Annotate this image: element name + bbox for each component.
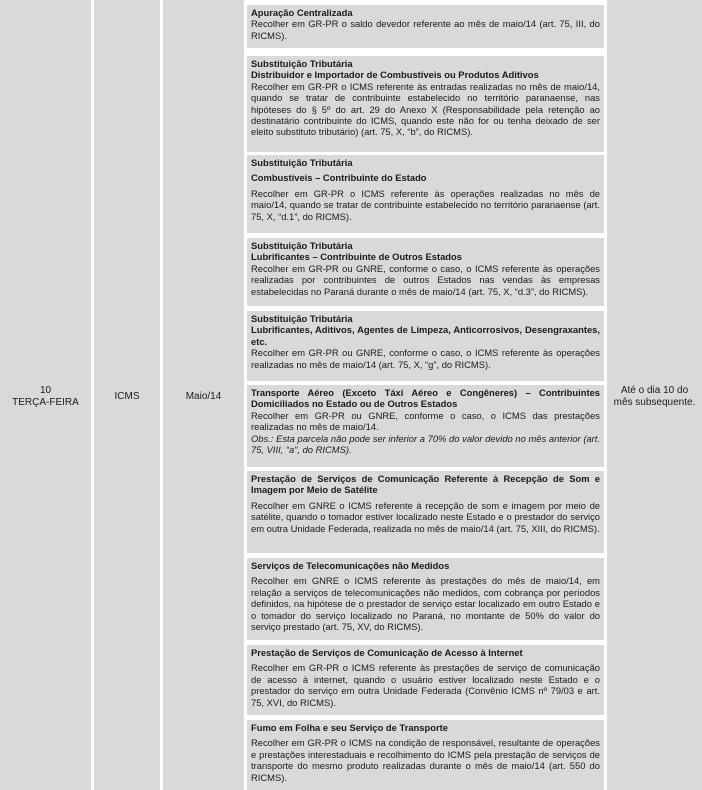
due-line-1: Até o dia 10 do — [620, 385, 689, 396]
day-cell — [0, 385, 91, 409]
due-column — [607, 0, 702, 790]
entry-subtitle: Combustíveis – Contribuinte do Estado — [251, 172, 427, 184]
entry-title: Substituição Tributária — [251, 58, 353, 69]
tax-column — [94, 0, 160, 790]
entry-acesso-internet — [247, 645, 604, 715]
due-cell — [607, 385, 702, 409]
entry-subtitle: Distribuidor e Importador de Combustíveis ou Produtos Aditivos — [251, 69, 539, 81]
entry-title: Substituição Tributária — [251, 313, 353, 324]
entry-subtitle: Lubrificantes – Contribuinte de Outros Estados — [251, 251, 462, 263]
entry-subtitle: Lubrificantes, Aditivos, Agentes de Limpeza, Anticorrosivos, Desengraxantes, etc. — [251, 324, 600, 347]
entry-title: Prestação de Serviços de Comunicação de Acesso à Internet — [251, 647, 523, 658]
entry-st-distribuidor — [247, 56, 604, 152]
due-line-2: mês subsequente. — [613, 397, 696, 408]
entry-title: Fumo em Folha e seu Serviço de Transporte — [251, 722, 448, 733]
tax-cell: ICMS — [114, 391, 140, 402]
entry-text: Recolher em GR-PR o ICMS referente às entradas realizadas no mês de maio/14, quando se tratar de contribuinte estabelecido no território paranaense, nas hipóteses do § 5º do art. 29 do Anexo X (Responsabilidade pela retenção ao destinatário contribuinte do ICMS, quando este não for ou tenha deixado de ser eleito substituto tributário) (art. 75, X, “b”, do RICMS). — [251, 80, 600, 138]
entry-text: Recolher em GR-PR o ICMS referente às operações realizadas no mês de maio/14, quando se tratar de contribuinte estabelecido no território paranaense (art. 75, X, “d.1”, do RICMS). — [251, 187, 600, 222]
entry-title: Substituição Tributária — [251, 240, 353, 251]
entry-st-lubrificantes-aditivos — [247, 311, 604, 381]
entry-title: Apuração Centralizada — [251, 7, 353, 18]
entry-telecom-nao-medidos — [247, 558, 604, 640]
day-number: 10 — [39, 385, 52, 396]
entry-text: Recolher em GR-PR ou GNRE, conforme o caso, o ICMS referente às operações realizadas por contribuintes de outros Estados nas vendas às empresas estabelecidas no Paraná durante o mês de maio/14 (art. 75, X, “d.3”, do RICMS). — [251, 262, 600, 297]
reference-cell: Maio/14 — [185, 391, 222, 402]
entry-title: Serviços de Telecomunicações não Medidos — [251, 560, 450, 571]
entry-comunicacao-satelite — [247, 471, 604, 553]
entry-text: Recolher em GR-PR o ICMS referente às prestações de serviço de comunicação de acesso à internet, quando o usuário estiver localizado neste Estado e o prestador do serviço em outra Unidade Federada (Convênio ICMS nº 79/03 e art. 75, XVI, do RICMS). — [251, 662, 600, 708]
entry-apuracao — [247, 5, 604, 48]
entry-text: Recolher em GR-PR o ICMS na condição de responsável, resultante de operações e prestações interestaduais e recolhimento do ICMS pela prestação de serviços de transporte do mesmo produto realizadas durante o mês de maio/14 (art. 550 do RICMS). — [251, 737, 600, 783]
entry-text: Recolher em GNRE o ICMS referente à recepção de som e imagem por meio de satélite, quando o tomador estiver localizado neste Estado e o prestador do serviço em outra Unidade Federada, realizada no mês de maio/14 (art. 75, XIII, do RICMS). — [251, 499, 600, 534]
day-weekday: TERÇA-FEIRA — [12, 397, 79, 408]
entry-title: Transporte Aéreo (Exceto Táxi Aéreo e Congêneres) – Contribuintes Domiciliados no Estado ou de Outros Estados — [251, 387, 600, 410]
entry-text: Recolher em GR-PR ou GNRE, conforme o caso, o ICMS referente às operações realizadas no mês de maio/14 (art. 75, X, “g”, do RICMS). — [251, 347, 600, 370]
reference-column — [163, 0, 244, 790]
day-column — [0, 0, 91, 790]
entry-st-lubrificantes-outros — [247, 238, 604, 306]
entry-transporte-aereo — [247, 385, 604, 467]
entry-text: Recolher em GNRE o ICMS referente às prestações do mês de maio/14, em relação a serviços de telecomunicações não medidos, com cobrança por períodos definidos, na hipótese de o prestador de serviço estar localizado em outro Estado e o tomador do serviço localizado no Paraná, no montante de 50% do valor do serviço prestado (art. 75, XV, do RICMS). — [251, 575, 600, 633]
entry-text: Recolher em GR-PR ou GNRE, conforme o caso, o ICMS das prestações realizadas no mês de maio/14. — [251, 409, 600, 433]
entry-title: Substituição Tributária — [251, 157, 353, 168]
entry-title: Prestação de Serviços de Comunicação Referente à Recepção de Som e Imagem por Meio de Satélite — [251, 473, 600, 496]
entry-st-combustiveis — [247, 155, 604, 233]
entry-fumo-em-folha — [247, 720, 604, 790]
entry-obs: Obs.: Esta parcela não pode ser inferior a 70% do valor devido no mês anterior (art. 75, VIII, “a”, do RICMS). — [251, 432, 600, 456]
description-column — [247, 0, 604, 790]
entry-text: Recolher em GR-PR o saldo devedor referente ao mês de maio/14 (art. 75, III, do RICMS). — [251, 18, 600, 41]
